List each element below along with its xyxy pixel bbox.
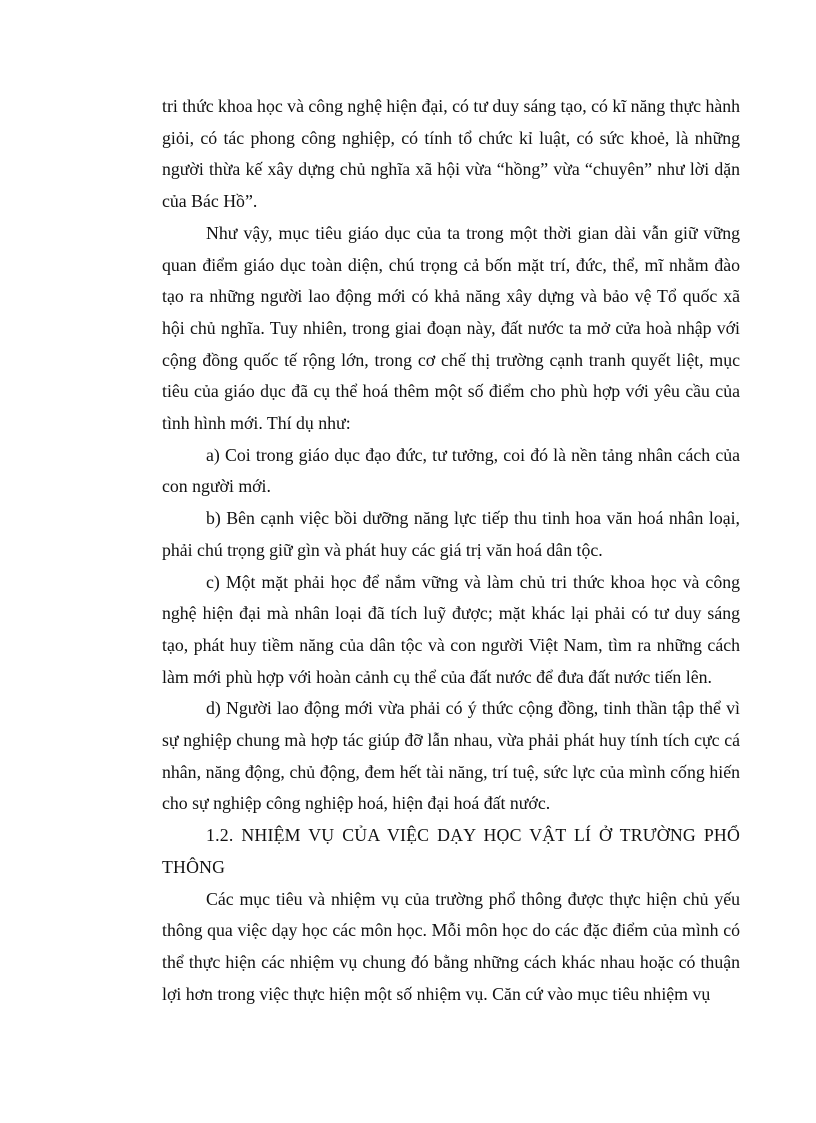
list-item-c: c) Một mặt phải học để nắm vững và làm chủ tri thức khoa học và công nghệ hiện đại mà nhân loại đã tích luỹ được; mặt khác lại phải có tư duy sáng tạo, phát huy tiềm năng của dân tộc và con người Việt Nam, tìm ra những cách làm mới phù hợp với hoàn cảnh cụ thể của đất nước để đưa đất nước tiến lên.: [162, 571, 740, 687]
section-heading: 1.2. NHIỆM VỤ CỦA VIỆC DẠY HỌC VẬT LÍ Ở TRƯỜNG PHỔ THÔNG: [162, 825, 740, 877]
list-item-d: d) Người lao động mới vừa phải có ý thức cộng đồng, tinh thần tập thể vì sự nghiệp chung mà hợp tác giúp đỡ lẫn nhau, vừa phải phát huy tính tích cực cá nhân, năng động, chủ động, đem hết tài năng, trí tuệ, sức lực của mình cống hiến cho sự nghiệp công nghiệp hoá, hiện đại hoá đất nước.: [162, 698, 740, 814]
paragraph-intro-continuation: tri thức khoa học và công nghệ hiện đại, có tư duy sáng tạo, có kĩ năng thực hành giỏi, có tác phong công nghiệp, có tính tổ chức kỉ luật, có sức khoẻ, là những người thừa kế xây dựng chủ nghĩa xã hội vừa “hồng” vừa “chuyên” như lời dặn của Bác Hồ”.: [162, 96, 741, 212]
page-body: [162, 91, 740, 1010]
list-item-a: a) Coi trong giáo dục đạo đức, tư tưởng, coi đó là nền tảng nhân cách của con người mới.: [162, 444, 740, 497]
paragraph-section-intro: Các mục tiêu và nhiệm vụ của trường phổ thông được thực hiện chủ yếu thông qua việc dạy học các môn học. Mỗi môn học do các đặc điểm của mình có thể thực hiện các nhiệm vụ chung đó bằng những cách khác nhau hoặc có thuận lợi hơn trong việc thực hiện một số nhiệm vụ. Căn cứ vào mục tiêu nhiệm vụ: [162, 888, 740, 1004]
paragraph-education-goals: Như vậy, mục tiêu giáo dục của ta trong một thời gian dài vẫn giữ vững quan điểm giáo dục toàn diện, chú trọng cả bốn mặt trí, đức, thể, mĩ nhằm đào tạo ra những người lao động mới có khả năng xây dựng và bảo vệ Tổ quốc xã hội chủ nghĩa. Tuy nhiên, trong giai đoạn này, đất nước ta mở cửa hoà nhập với cộng đồng quốc tế rộng lớn, trong cơ chế thị trường cạnh tranh quyết liệt, mục tiêu của giáo dục đã cụ thể hoá thêm một số điểm cho phù hợp với yêu cầu của tình hình mới. Thí dụ như:: [162, 222, 740, 434]
list-item-b: b) Bên cạnh việc bồi dưỡng năng lực tiếp thu tinh hoa văn hoá nhân loại, phải chú trọng giữ gìn và phát huy các giá trị văn hoá dân tộc.: [162, 508, 740, 560]
